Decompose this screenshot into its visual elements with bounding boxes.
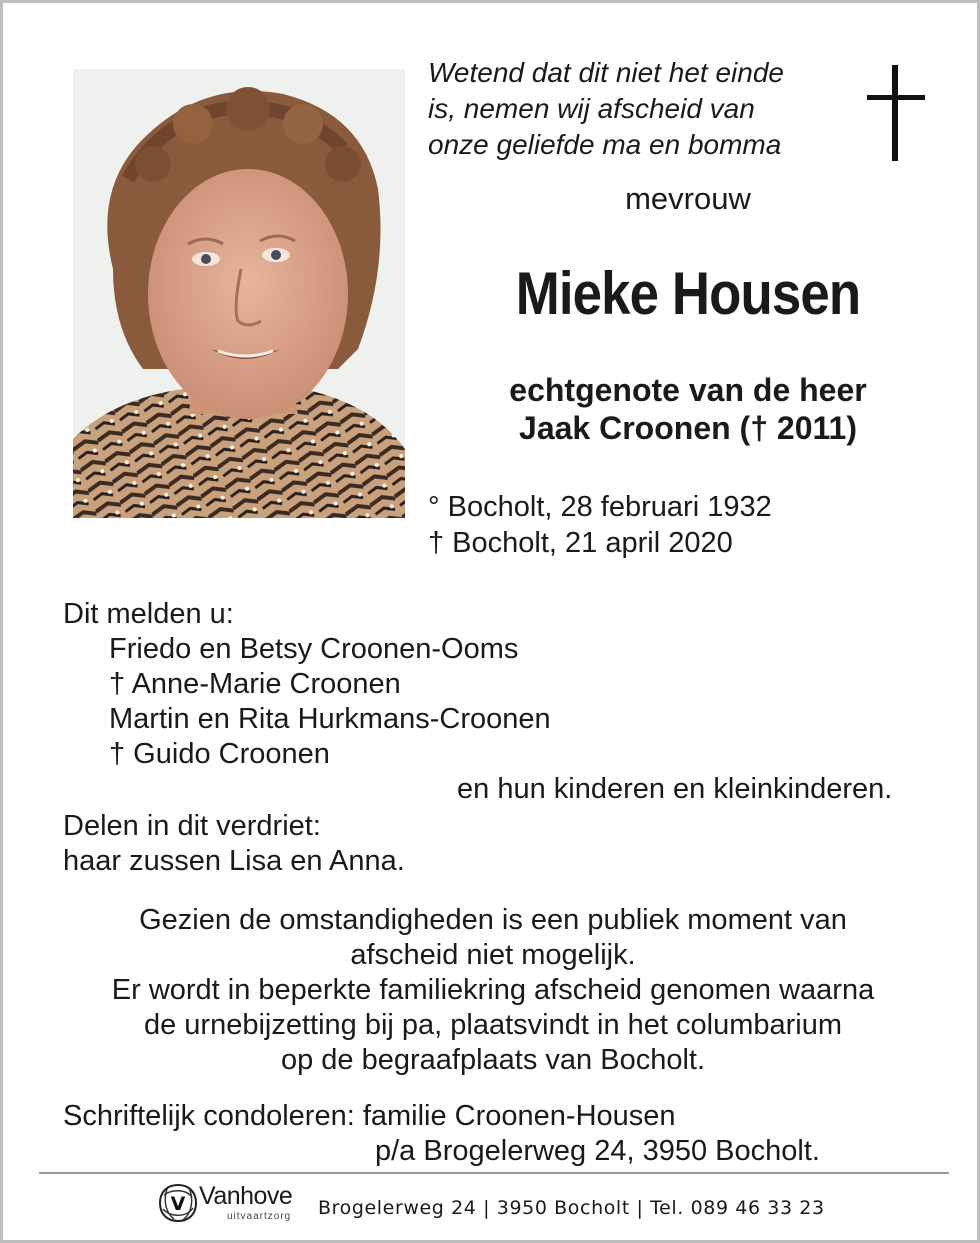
family-member: † Anne-Marie Croonen (109, 668, 401, 700)
birth-date: ° Bocholt, 28 februari 1932 (428, 491, 772, 523)
share-heading: Delen in dit verdriet: (63, 810, 321, 842)
deceased-name: Mieke Housen (515, 260, 861, 327)
death-date: † Bocholt, 21 april 2020 (428, 527, 733, 559)
quote-line-1: Wetend dat dit niet het einde (428, 57, 784, 88)
spouse-line-2: Jaak Croonen († 2011) (519, 410, 857, 446)
honorific: mevrouw (625, 181, 751, 216)
life-dates (428, 489, 772, 561)
message-line: op de begraafplaats van Bocholt. (280, 1044, 706, 1076)
brand-name: Vanhove (199, 1182, 293, 1210)
opening-quote (428, 55, 784, 163)
message-line: Er wordt in beperkte familiekring afscheid genomen waarna (111, 974, 875, 1006)
logo-letter: V (170, 1193, 186, 1215)
message-line: afscheid niet mogelijk. (350, 939, 636, 971)
spouse-info (428, 371, 948, 447)
vanhove-logo-icon (158, 1183, 198, 1223)
announce-heading: Dit melden u: (63, 598, 234, 630)
quote-line-3: onze geliefde ma en bomma (428, 129, 782, 160)
condolence-line-1: Schriftelijk condoleren: familie Croonen-Housen (63, 1100, 676, 1132)
family-member: Martin en Rita Hurkmans-Croonen (109, 703, 551, 735)
family-member: † Guido Croonen (109, 738, 330, 770)
portrait-illustration (73, 69, 405, 518)
cross-icon (867, 65, 925, 161)
family-member: Friedo en Betsy Croonen-Ooms (109, 633, 519, 665)
announce-closing: en hun kinderen en kleinkinderen. (457, 773, 893, 805)
footer-divider (39, 1172, 949, 1174)
message-line: Gezien de omstandigheden is een publiek moment van (139, 904, 847, 936)
message-line: de urnebijzetting bij pa, plaatsvindt in het columbarium (143, 1009, 842, 1041)
condolence-line-2: p/a Brogelerweg 24, 3950 Bocholt. (375, 1135, 820, 1167)
spouse-line-1: echtgenote van de heer (509, 372, 867, 408)
share-text: haar zussen Lisa en Anna. (63, 845, 405, 877)
quote-line-2: is, nemen wij afscheid van (428, 93, 755, 124)
brand-subtitle: uitvaartzorg (227, 1211, 292, 1222)
ceremony-message (43, 903, 943, 1078)
footer-contact: Brogelerweg 24 | 3950 Bocholt | Tel. 089 46 33 23 (318, 1197, 825, 1219)
portrait-photo (73, 69, 405, 518)
